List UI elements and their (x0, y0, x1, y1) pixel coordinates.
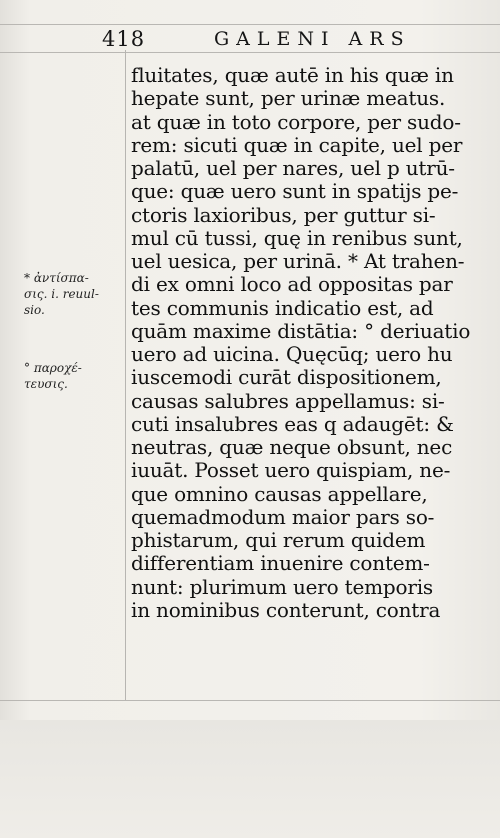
page-bottom-blank (0, 720, 500, 838)
text-line: palatū, uel per nares, uel p utrū- (131, 156, 455, 180)
text-line: mul cū tussi, quę in renibus sunt, (131, 225, 463, 250)
text-line: causas salubres appellamus: si- (131, 388, 445, 413)
text-line: tes communis indicatio est, ad (131, 295, 434, 320)
margin-note-line: ° παροχέ- (24, 361, 82, 375)
top-rule (0, 24, 500, 25)
page-number: 418 (102, 27, 146, 51)
text-line: rem: sicuti quæ in capite, uel per (131, 132, 463, 157)
text-line: di ex omni loco ad oppositas par (131, 272, 453, 297)
text-line: phistarum, qui rerum quidem (131, 528, 426, 552)
running-title: GALENI ARS (214, 28, 411, 50)
margin-note-line: τευσις. (24, 377, 68, 391)
text-line: ctoris laxioribus, per guttur si- (131, 202, 436, 227)
margin-note-line: * ἀντίσπα- (24, 271, 89, 285)
text-line: hepate sunt, per urinæ meatus. (131, 86, 446, 111)
page-header (0, 27, 500, 53)
margin-note-derivatio (24, 360, 82, 392)
body-text (131, 64, 491, 622)
text-line: iuscemodi curāt dispositionem, (131, 365, 442, 390)
margin-note-line: sio. (24, 303, 45, 317)
text-line: quām maxime distātia: ° deriuatio (131, 318, 471, 343)
text-line: que omnino causas appellare, (131, 481, 428, 506)
text-line: at quæ in toto corpore, per sudo- (131, 109, 461, 134)
text-line: neutras, quæ neque obsunt, nec (131, 435, 453, 459)
margin-note-line: σις. i. reuul- (24, 287, 99, 301)
text-line: que: quæ uero sunt in spatijs pe- (131, 179, 459, 204)
text-line: differentiam inuenire contem- (131, 551, 430, 576)
margin-note-reuulsio (24, 270, 99, 318)
bottom-rule (0, 700, 500, 701)
text-line: uero ad uicina. Quęcūq; uero hu (131, 342, 453, 366)
margin-rule (125, 50, 126, 700)
text-line: fluitates, quæ autē in his quæ in (131, 63, 454, 87)
text-line: iuuāt. Posset uero quispiam, ne- (131, 458, 451, 483)
text-line: cuti insalubres eas q adaugēt: & (131, 411, 454, 436)
text-line: in nominibus conterunt, contra (131, 597, 441, 622)
text-line: quemadmodum maior pars so- (131, 504, 435, 529)
text-line: nunt: plurimum uero temporis (131, 574, 433, 599)
text-line: uel uesica, per urinā. * At trahen- (131, 249, 465, 273)
